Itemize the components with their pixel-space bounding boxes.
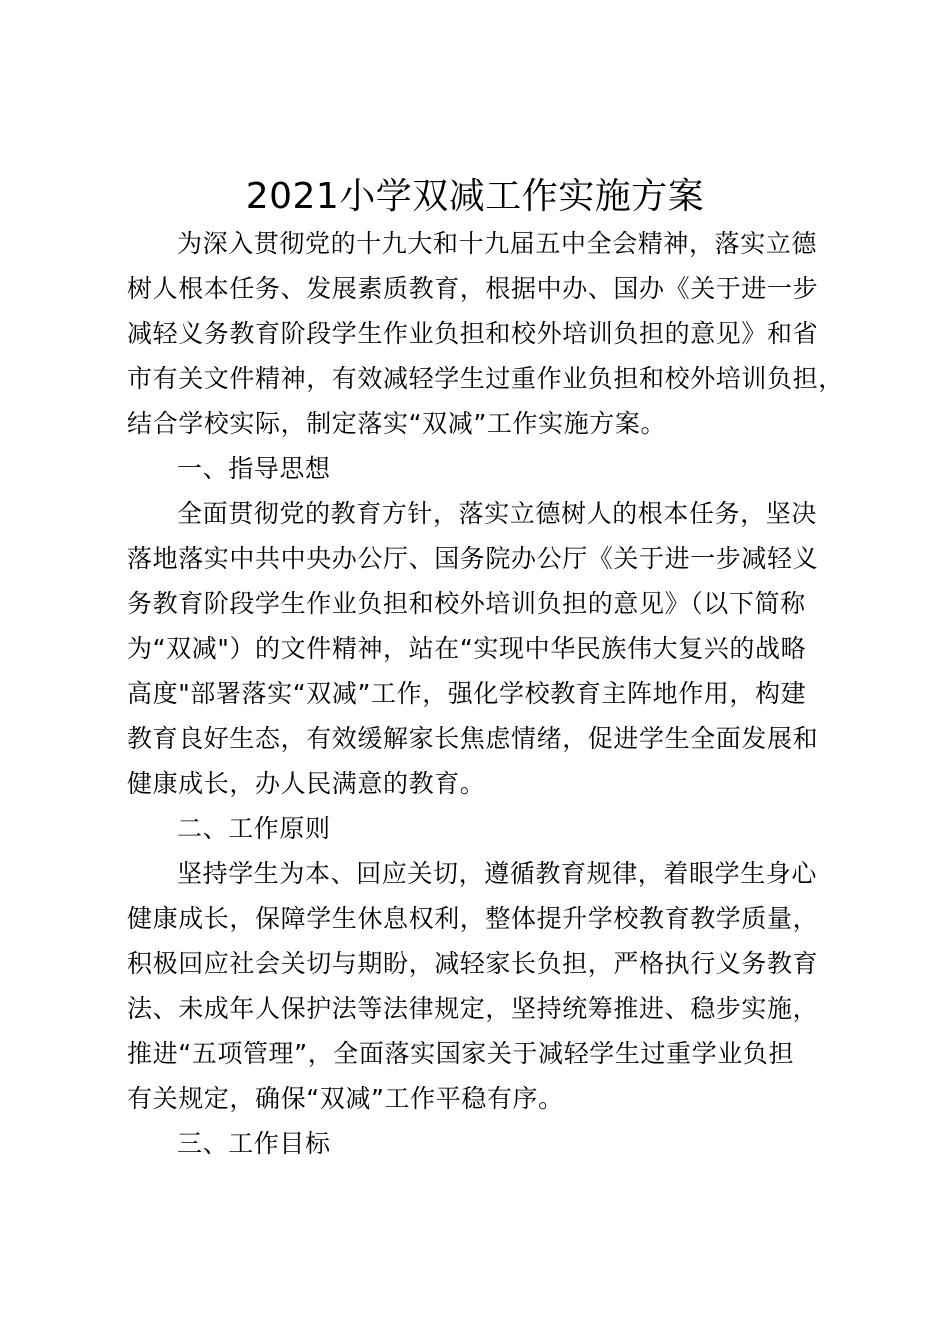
section-heading: 一、指导思想 <box>177 454 331 483</box>
paragraph-line: 健康成长，保障学生休息权利，整体提升学校教育教学质量， <box>127 904 819 933</box>
paragraph-line: 减轻义务教育阶段学生作业负担和校外培训负担的意见》和省 <box>127 319 819 348</box>
section-heading: 三、工作目标 <box>177 1129 331 1158</box>
paragraph-line: 有关规定，确保“双减”工作平稳有序。 <box>127 1084 564 1113</box>
paragraph-line: 积极回应社会关切与期盼，减轻家长负担，严格执行义务教育 <box>127 949 819 978</box>
paragraph-line: 树人根本任务、发展素质教育，根据中办、国办《关于进一步 <box>127 274 819 303</box>
paragraph-line: 全面贯彻党的教育方针，落实立德树人的根本任务，坚决 <box>177 499 818 528</box>
paragraph-line: 推进“五项管理”，全面落实国家关于减轻学生过重学业负担 <box>127 1039 795 1068</box>
paragraph-line: 市有关文件精神，有效减轻学生过重作业负担和校外培训负担， <box>127 364 844 393</box>
document-title: 2021小学双减工作实施方案 <box>245 176 705 217</box>
paragraph-line: 为“双减"）的文件精神，站在“实现中华民族伟大复兴的战略 <box>127 634 807 663</box>
paragraph-line: 结合学校实际，制定落实“双减”工作实施方案。 <box>127 409 667 438</box>
paragraph-line: 高度"部署落实“双减”工作，强化学校教育主阵地作用，构建 <box>127 679 807 708</box>
paragraph-line: 健康成长，办人民满意的教育。 <box>127 769 486 798</box>
paragraph-line: 务教育阶段学生作业负担和校外培训负担的意见》（以下简称 <box>127 589 806 618</box>
paragraph-line: 为深入贯彻党的十九大和十九届五中全会精神，落实立德 <box>177 229 818 258</box>
paragraph-line: 法、未成年人保护法等法律规定，坚持统筹推进、稳步实施， <box>127 994 819 1023</box>
paragraph-line: 坚持学生为本、回应关切，遵循教育规律，着眼学生身心 <box>177 859 818 888</box>
paragraph-line: 落地落实中共中央办公厅、国务院办公厅《关于进一步减轻义 <box>127 544 819 573</box>
section-heading: 二、工作原则 <box>177 814 331 843</box>
paragraph-line: 教育良好生态，有效缓解家长焦虑情绪，促进学生全面发展和 <box>127 724 819 753</box>
